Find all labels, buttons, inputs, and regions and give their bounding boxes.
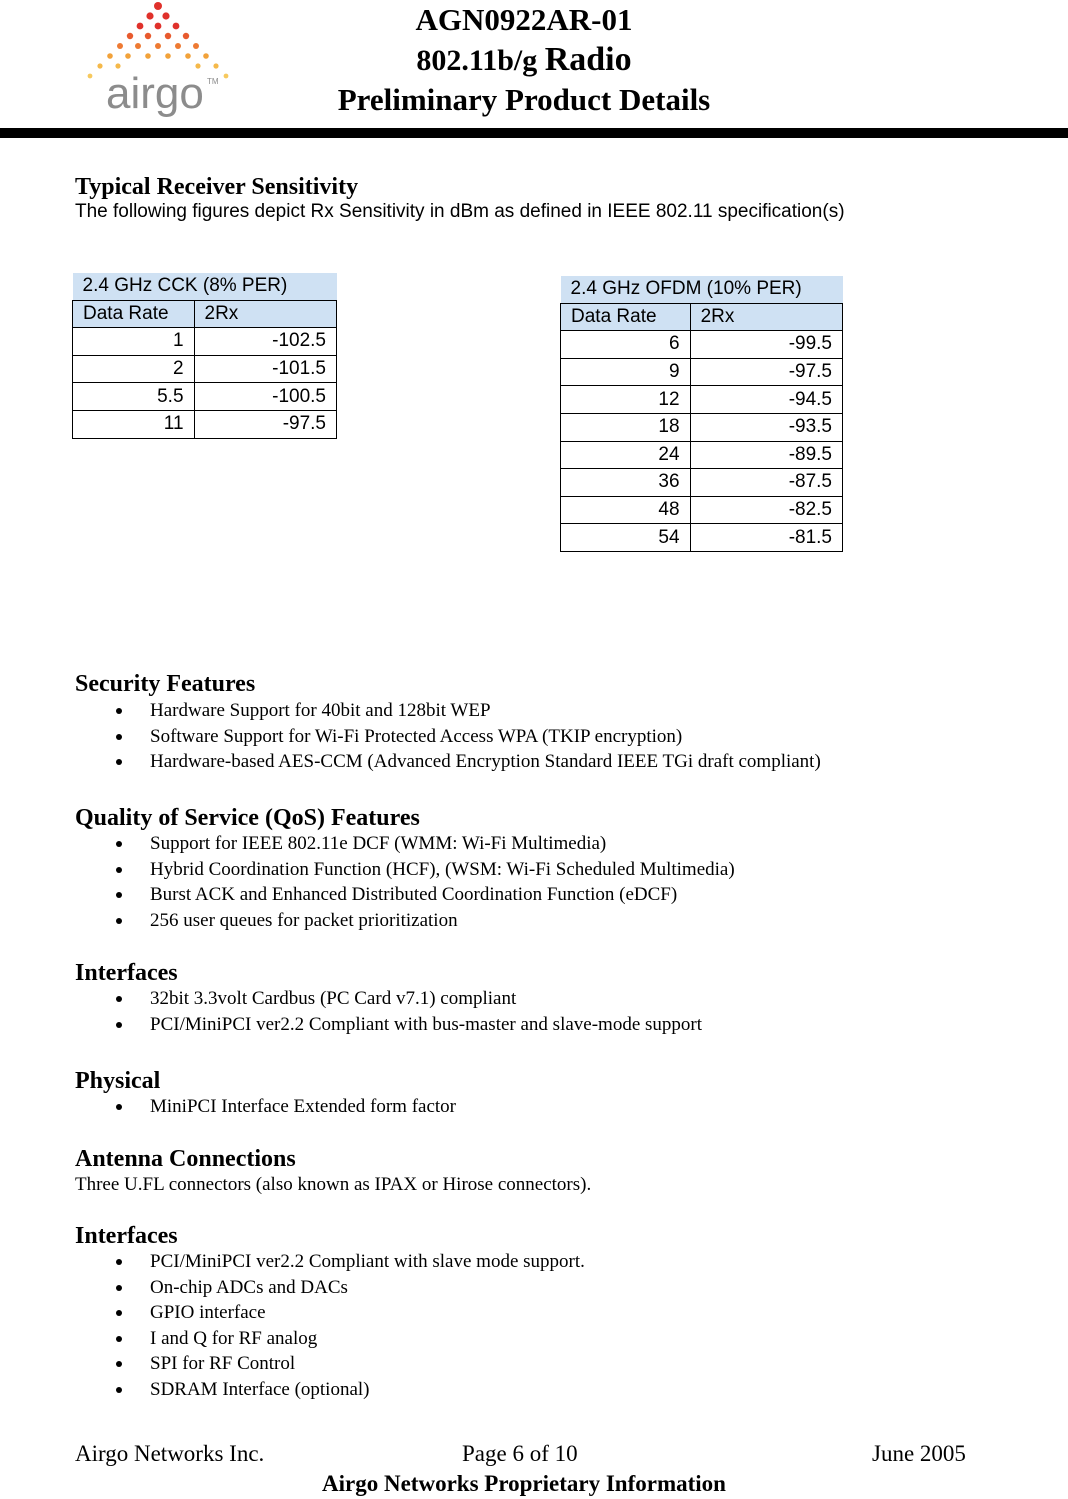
ofdm-value: -94.5 bbox=[690, 386, 842, 414]
interfaces-heading: Interfaces bbox=[75, 960, 178, 986]
physical-list bbox=[113, 1094, 456, 1120]
bullet-icon bbox=[116, 841, 122, 847]
footer-page-number: Page 6 of 10 bbox=[462, 1441, 578, 1466]
qos-heading: Quality of Service (QoS) Features bbox=[75, 805, 420, 831]
list-item bbox=[113, 857, 735, 883]
list-item bbox=[113, 1094, 456, 1120]
list-item-text: 256 user queues for packet prioritization bbox=[150, 909, 458, 931]
list-item bbox=[113, 749, 821, 775]
bullet-icon bbox=[116, 1310, 122, 1316]
bullet-icon bbox=[116, 918, 122, 924]
cck-value: -100.5 bbox=[194, 383, 336, 411]
page-title: Preliminary Product Details bbox=[337, 82, 711, 117]
security-heading: Security Features bbox=[75, 671, 256, 697]
ofdm-rate: 12 bbox=[561, 386, 691, 414]
bullet-icon bbox=[116, 892, 122, 898]
sensitivity-heading: Typical Receiver Sensitivity bbox=[75, 174, 359, 200]
list-item-text: GPIO interface bbox=[150, 1302, 266, 1324]
list-item bbox=[113, 831, 735, 857]
product-subtitle bbox=[0, 42, 1048, 79]
cck-col-2rx: 2Rx bbox=[194, 300, 336, 328]
bullet-icon bbox=[116, 867, 122, 873]
list-item bbox=[113, 724, 821, 750]
list-item-text: Hardware Support for 40bit and 128bit WEP bbox=[150, 700, 491, 721]
cck-rate: 11 bbox=[73, 410, 195, 438]
ofdm-value: -93.5 bbox=[690, 413, 842, 441]
ofdm-value: -81.5 bbox=[690, 524, 842, 552]
logo-wordmark: airgo bbox=[106, 69, 204, 118]
ofdm-value: -99.5 bbox=[690, 331, 842, 359]
list-item-text: PCI/MiniPCI ver2.2 Compliant with slave mode support. bbox=[150, 1251, 585, 1272]
qos-list bbox=[113, 831, 735, 933]
list-item bbox=[113, 1275, 585, 1301]
table-row bbox=[73, 410, 337, 438]
logo-trademark: TM bbox=[207, 77, 219, 86]
bullet-icon bbox=[116, 734, 122, 740]
sensitivity-description: The following figures depict Rx Sensitivity in dBm as defined in IEEE 802.11 specification(s) bbox=[75, 201, 845, 222]
list-item-text: On-chip ADCs and DACs bbox=[150, 1276, 348, 1298]
bullet-icon bbox=[116, 759, 122, 765]
cck-value: -101.5 bbox=[194, 355, 336, 383]
list-item-text: 32bit 3.3volt Cardbus (PC Card v7.1) compliant bbox=[150, 988, 517, 1009]
interfaces-heading-2: Interfaces bbox=[75, 1223, 178, 1249]
list-item bbox=[113, 986, 702, 1012]
bullet-icon bbox=[116, 1361, 122, 1367]
footer-company: Airgo Networks Inc. bbox=[75, 1441, 265, 1466]
table-row bbox=[73, 383, 337, 411]
table-row bbox=[561, 469, 843, 497]
table-row bbox=[561, 358, 843, 386]
list-item-text: SPI for RF Control bbox=[150, 1353, 296, 1375]
ofdm-rate: 24 bbox=[561, 441, 691, 469]
footer-proprietary-notice: Airgo Networks Proprietary Information bbox=[322, 1471, 726, 1496]
table-row bbox=[561, 386, 843, 414]
ofdm-value: -89.5 bbox=[690, 441, 842, 469]
list-item-text: Hardware-based AES-CCM (Advanced Encryption Standard IEEE TGi draft compliant) bbox=[150, 751, 821, 773]
cck-col-data-rate: Data Rate bbox=[73, 300, 195, 328]
list-item bbox=[113, 908, 735, 934]
list-item bbox=[113, 1377, 585, 1403]
cck-rate: 1 bbox=[73, 328, 195, 356]
ofdm-value: -97.5 bbox=[690, 358, 842, 386]
ofdm-rate: 9 bbox=[561, 358, 691, 386]
list-item-text: I and Q for RF analog bbox=[150, 1327, 318, 1349]
list-item-text: Support for IEEE 802.11e DCF (WMM: Wi-Fi Multimedia) bbox=[150, 833, 607, 854]
bullet-icon bbox=[116, 708, 122, 714]
table-row bbox=[561, 441, 843, 469]
ofdm-rate: 18 bbox=[561, 413, 691, 441]
ofdm-rate: 36 bbox=[561, 469, 691, 497]
cck-rate: 2 bbox=[73, 355, 195, 383]
bullet-icon bbox=[116, 1259, 122, 1265]
bullet-icon bbox=[116, 1104, 122, 1110]
table-row bbox=[561, 413, 843, 441]
bullet-icon bbox=[116, 1285, 122, 1291]
header-rule bbox=[0, 128, 1068, 138]
bullet-icon bbox=[116, 996, 122, 1002]
table-row bbox=[561, 524, 843, 552]
cck-rate: 5.5 bbox=[73, 383, 195, 411]
table-row bbox=[73, 355, 337, 383]
product-code: AGN0922AR-01 bbox=[415, 2, 633, 37]
list-item-text: Burst ACK and Enhanced Distributed Coordination Function (eDCF) bbox=[150, 884, 678, 906]
physical-heading: Physical bbox=[75, 1068, 161, 1094]
list-item-text: Hybrid Coordination Function (HCF), (WSM: Wi-Fi Scheduled Multimedia) bbox=[150, 858, 735, 880]
ofdm-sensitivity-table bbox=[560, 276, 843, 552]
interfaces-list-2 bbox=[113, 1249, 585, 1403]
antenna-description: Three U.FL connectors (also known as IPAX or Hirose connectors). bbox=[75, 1174, 592, 1195]
ofdm-col-data-rate: Data Rate bbox=[561, 303, 691, 331]
ofdm-value: -82.5 bbox=[690, 496, 842, 524]
list-item-text: Software Support for Wi-Fi Protected Access WPA (TKIP encryption) bbox=[150, 725, 683, 747]
list-item bbox=[113, 698, 821, 724]
security-list bbox=[113, 698, 821, 775]
table-row bbox=[561, 331, 843, 359]
product-standard: 802.11b/g bbox=[416, 44, 538, 77]
ofdm-rate: 48 bbox=[561, 496, 691, 524]
cck-value: -97.5 bbox=[194, 410, 336, 438]
bullet-icon bbox=[116, 1387, 122, 1393]
list-item bbox=[113, 1249, 585, 1275]
cck-sensitivity-table bbox=[72, 273, 337, 439]
ofdm-rate: 54 bbox=[561, 524, 691, 552]
cck-table-caption: 2.4 GHz CCK (8% PER) bbox=[73, 273, 337, 300]
bullet-icon bbox=[116, 1336, 122, 1342]
list-item bbox=[113, 1012, 702, 1038]
list-item bbox=[113, 1351, 585, 1377]
interfaces-list bbox=[113, 986, 702, 1037]
ofdm-rate: 6 bbox=[561, 331, 691, 359]
list-item bbox=[113, 882, 735, 908]
list-item bbox=[113, 1326, 585, 1352]
ofdm-col-2rx: 2Rx bbox=[690, 303, 842, 331]
list-item-text: PCI/MiniPCI ver2.2 Compliant with bus-master and slave-mode support bbox=[150, 1013, 703, 1035]
ofdm-value: -87.5 bbox=[690, 469, 842, 497]
antenna-heading: Antenna Connections bbox=[75, 1146, 296, 1172]
footer-date: June 2005 bbox=[872, 1441, 966, 1466]
list-item-text: MiniPCI Interface Extended form factor bbox=[150, 1096, 456, 1117]
product-type: Radio bbox=[544, 41, 632, 78]
bullet-icon bbox=[116, 1022, 122, 1028]
list-item bbox=[113, 1300, 585, 1326]
ofdm-table-caption: 2.4 GHz OFDM (10% PER) bbox=[561, 276, 843, 303]
table-row bbox=[561, 496, 843, 524]
cck-value: -102.5 bbox=[194, 328, 336, 356]
list-item-text: SDRAM Interface (optional) bbox=[150, 1378, 370, 1400]
table-row bbox=[73, 328, 337, 356]
